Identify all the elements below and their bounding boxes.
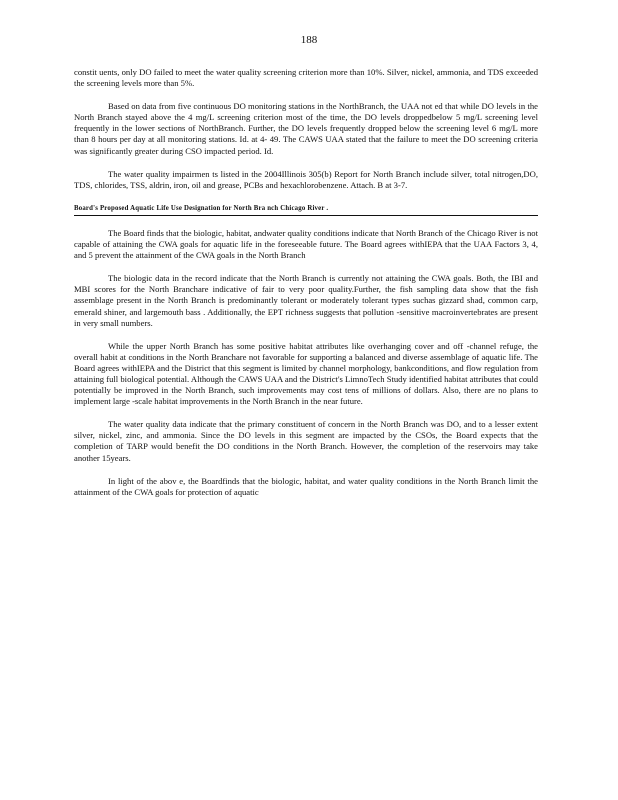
body-text [74, 67, 538, 510]
paragraph-habitat: While the upper North Branch has some positive habitat attributes like overhanging cover and off -channel refuge, the overall habit at conditions in the North Branchare not favorable for supporting a balanced and diverse assemblage of aquatic life. The Board agrees withIEPA and the District that this segment is limited by channel morphology, bankconditions, and flow regulation from attaining full biological potential. Although the CAWS UAA and the District's LimnoTech Study identified habitat attributes that could potentially be improved in the North Branch, such improvements may cost tens of millions of dollars. Also, there are no plans to implement large -scale habitat improvements in the North Branch in the near future. [74, 340, 538, 407]
paragraph-board-finds: The Board finds that the biologic, habitat, andwater quality conditions indicate that North Branch of the Chicago River is not capable of attaining the CWA goals for aquatic life in the foreseeable future. The Board agrees withIEPA that the UAA Factors 3, 4, and 5 prevent the attainment of the CWA goals in the North Branch [74, 227, 538, 261]
paragraph-impairments: The water quality impairmen ts listed in the 2004Illinois 305(b) Report for North Branch include silver, total nitrogen,DO, TDS, chlorides, TSS, aldrin, iron, oil and grease, PCBs and hexachlorobenzene. Attach. B at 3-7. [74, 168, 538, 190]
paragraph-do-monitoring: Based on data from five continuous DO monitoring stations in the NorthBranch, the UAA not ed that while DO levels in the North Branch stayed above the 4 mg/L screening criterion most of the time, the DO levels droppedbelow 5 mg/L screening level frequently in the lower sections of NorthBranch. Further, the DO levels frequently dropped below the screening level 6 mg/L more than 8 hours per day at all monitoring stations. Id. at 4- 49. The CAWS UAA stated that the failure to meet the DO screening criteria was significantly greater during CSO impacted period. Id. [74, 101, 538, 156]
paragraph-biologic-data: The biologic data in the record indicate that the North Branch is currently not attaining the CWA goals. Both, the IBI and MBI scores for the North Branchare indicative of fair to very poor quality.Further, the fish sampling data show that the fish assemblage present in the North Branch is predominantly tolerant or moderately tolerant types suchas gizzard shad, common carp, emerald shiner, and largemouth bass . Additionally, the EPT richness suggests that pollution -sensitive macroinvertebrates are present in very small numbers. [74, 273, 538, 328]
paragraph-continuation: constit uents, only DO failed to meet the water quality screening criterion more than 10%. Silver, nickel, ammonia, and TDS exceeded the screening levels more than 5%. [74, 67, 538, 89]
section-heading: Board's Proposed Aquatic Life Use Designation for North Bra nch Chicago River . [74, 203, 538, 216]
page-number: 188 [300, 34, 318, 46]
paragraph-water-quality: The water quality data indicate that the primary constituent of concern in the North Branch was DO, and to a lesser extent silver, nickel, zinc, and ammonia. Since the DO levels in this segment are impacted by the CSOs, the Board expects that the completion of TARP would benefit the DO conditions in the North Branch. However, the completion of the reservoirs may take another 15years. [74, 419, 538, 463]
paragraph-conclusion: In light of the abov e, the Boardfinds that the biologic, habitat, and water quality conditions in the North Branch limit the attainment of the CWA goals for protection of aquatic [74, 475, 538, 497]
